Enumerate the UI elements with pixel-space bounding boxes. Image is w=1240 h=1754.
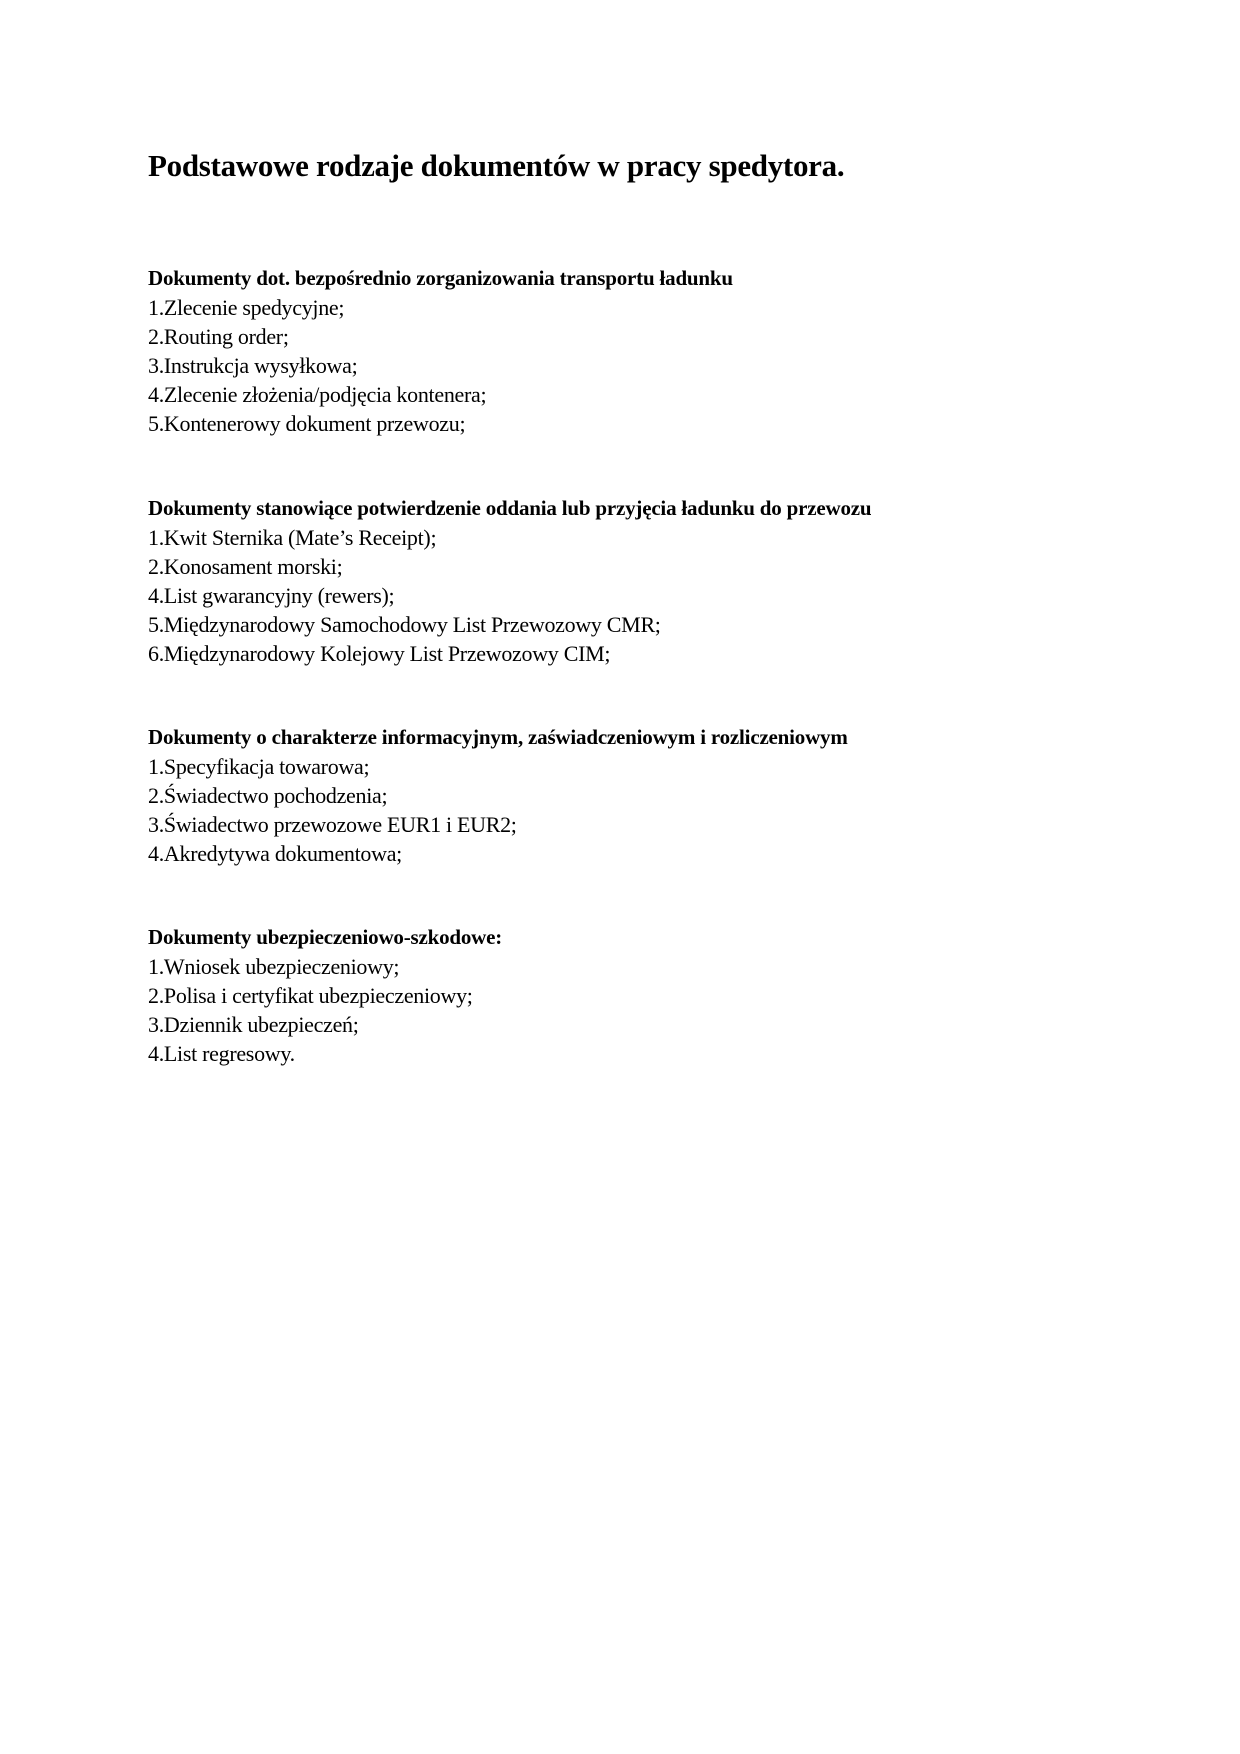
list-item: 4.List gwarancyjny (rewers); xyxy=(148,583,395,608)
list-item: 4.Akredytywa dokumentowa; xyxy=(148,841,402,866)
list-item: 1.Specyfikacja towarowa; xyxy=(148,754,370,779)
list-item: 4.List regresowy. xyxy=(148,1041,295,1066)
list-item: 4.Zlecenie złożenia/podjęcia kontenera; xyxy=(148,382,487,407)
list-item: 3.Instrukcja wysyłkowa; xyxy=(148,353,358,378)
document-list xyxy=(148,293,733,438)
list-item: 5.Międzynarodowy Samochodowy List Przewozowy CMR; xyxy=(148,612,661,637)
list-item: 3.Świadectwo przewozowe EUR1 i EUR2; xyxy=(148,812,517,837)
section-cargo-confirmation xyxy=(148,494,871,668)
list-item: 3.Dziennik ubezpieczeń; xyxy=(148,1012,359,1037)
list-item: 2.Routing order; xyxy=(148,324,289,349)
list-item: 1.Zlecenie spedycyjne; xyxy=(148,295,345,320)
list-item: 1.Kwit Sternika (Mate’s Receipt); xyxy=(148,525,437,550)
document-title: Podstawowe rodzaje dokumentów w pracy spedytora. xyxy=(148,148,845,183)
list-item: 1.Wniosek ubezpieczeniowy; xyxy=(148,954,400,979)
document-list xyxy=(148,752,848,868)
list-item: 2.Świadectwo pochodzenia; xyxy=(148,783,388,808)
section-heading: Dokumenty stanowiące potwierdzenie oddania lub przyjęcia ładunku do przewozu xyxy=(148,496,872,520)
section-informational-settlement xyxy=(148,723,848,868)
section-transport-organization xyxy=(148,264,733,438)
section-insurance-claims xyxy=(148,923,502,1068)
list-item: 6.Międzynarodowy Kolejowy List Przewozowy CIM; xyxy=(148,641,611,666)
list-item: 2.Polisa i certyfikat ubezpieczeniowy; xyxy=(148,983,473,1008)
document-list xyxy=(148,952,502,1068)
section-heading: Dokumenty o charakterze informacyjnym, zaświadczeniowym i rozliczeniowym xyxy=(148,725,848,749)
section-heading: Dokumenty dot. bezpośrednio zorganizowania transportu ładunku xyxy=(148,266,733,290)
document-list xyxy=(148,523,871,668)
list-item: 5.Kontenerowy dokument przewozu; xyxy=(148,411,466,436)
section-heading: Dokumenty ubezpieczeniowo-szkodowe: xyxy=(148,925,503,949)
list-item: 2.Konosament morski; xyxy=(148,554,343,579)
